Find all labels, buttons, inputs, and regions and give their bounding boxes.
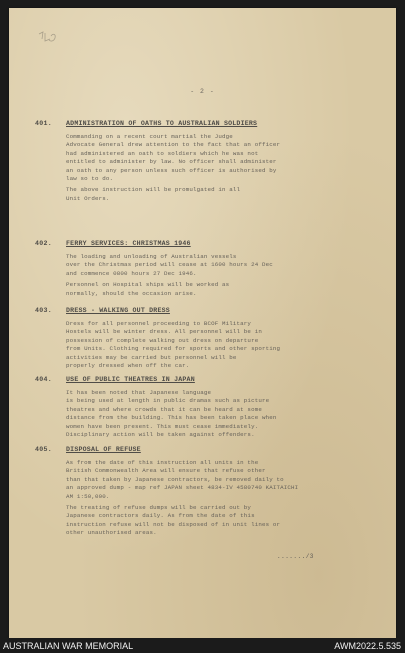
section-number: 405. (35, 446, 53, 453)
section-403 (35, 307, 375, 370)
paragraph: The above instruction will be promulgated in all Unit Orders. (66, 186, 241, 202)
section-title: ADMINISTRATION OF OATHS TO AUSTRALIAN SOLDIERS (66, 120, 258, 127)
paragraph: Commanding on a recent court martial the Judge Advocate General drew attention to the fact that an officer had administered an oath to soldiers which he was not entitled to administer by law. No officer shall administer an oath to any person unless such officer is authorised by law so to do. (66, 133, 281, 183)
paragraph: As from the date of this instruction all units in the British Commonwealth Area will ensure that refuse other than that taken by Japanese contractors, be removed daily to an approved dump - map ref JAPAN sheet 4834-IV 4580740 KAITAICHI AM 1:50,000. (66, 459, 299, 500)
section-number: 404. (35, 376, 53, 383)
section-title: FERRY SERVICES: CHRISTMAS 1946 (66, 240, 191, 247)
footer-institution: AUSTRALIAN WAR MEMORIAL (3, 641, 134, 651)
page-number: - 2 - (190, 88, 215, 95)
paragraph: The treating of refuse dumps will be carried out by Japanese contractors daily. As from the date of this instruction refuse will not be disposed of in unit lines or other unauthorised areas. (66, 504, 281, 537)
paragraph: Dress for all personnel proceeding to BCOF Military Hostels will be winter dress. All personnel will be in possession of complete walking out dress on departure from Units. Clothing required for sports and other sporting activities may be carried but personnel will be properly dressed when off the car. (66, 320, 281, 370)
archive-footer (0, 638, 405, 653)
section-title: USE OF PUBLIC THEATRES IN JAPAN (66, 376, 195, 383)
section-number: 403. (35, 307, 53, 314)
section-title: DISPOSAL OF REFUSE (66, 446, 141, 453)
continuation-marker: ......./3 (277, 553, 314, 560)
section-title: DRESS - WALKING OUT DRESS (66, 307, 170, 314)
paragraph: It has been noted that Japanese language is being used at length in public dramas such as picture theatres and where crowds that it can be heard at some distance from the building. This has been taken place when women have been present. This must cease immediately. Disciplinary action will be taken against offenders. (66, 389, 277, 439)
paragraph: The loading and unloading of Australian vessels over the Christmas period will cease at 1600 hours 24 Dec and commence 0800 hours 27 Dec 1946. (66, 253, 273, 277)
section-404 (35, 376, 375, 439)
handwritten-mark-icon (37, 30, 59, 50)
section-401 (35, 120, 375, 203)
document-page (9, 8, 396, 638)
section-402 (35, 240, 375, 298)
section-number: 402. (35, 240, 53, 247)
footer-reference: AWM2022.5.535 (334, 641, 401, 651)
section-number: 401. (35, 120, 53, 127)
paragraph: Personnel on Hospital ships will be worked as normally, should the occasion arise. (66, 281, 230, 297)
section-405 (35, 446, 375, 538)
